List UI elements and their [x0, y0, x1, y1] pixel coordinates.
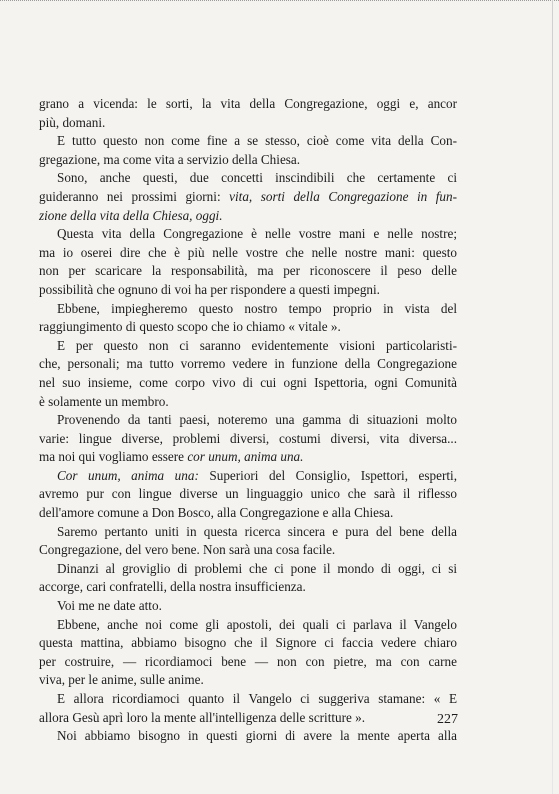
text-line [39, 578, 457, 597]
text-line [39, 653, 457, 672]
text-line [39, 318, 457, 337]
text-run: allora Gesù aprì loro la mente all'intelligenza delle scritture ». [39, 709, 366, 725]
text-line [39, 355, 457, 374]
text-line [39, 560, 457, 579]
text-line [39, 504, 457, 523]
text-line [39, 541, 457, 560]
text-line [39, 169, 457, 188]
text-run: ma noi qui vogliamo essere [39, 449, 188, 465]
text-run: Superiori del Consiglio, Ispettori, esperti, [198, 467, 457, 483]
text-line [39, 393, 457, 412]
page-right-edge [552, 0, 553, 794]
text-line [39, 467, 457, 486]
text-run: dell'amore comune a Don Bosco, alla Congregazione e alla Chiesa. [39, 505, 394, 521]
text-run: Saremo pertanto uniti in questa ricerca sincera e pura del bene della [57, 523, 457, 539]
text-run: Sono, anche questi, due concetti inscindibili che certamente ci [57, 170, 457, 186]
text-run: questa mattina, abbiamo bisogno che il Signore ci faccia vedere chiaro [39, 635, 457, 651]
text-line [39, 430, 457, 449]
text-run: avremo pur con lingue diverse un linguaggio unico che sarà il riflesso [39, 486, 457, 502]
text-line [39, 485, 457, 504]
text-run: che, personali; ma tutto vorremo vedere in funzione della Congregazione [39, 356, 457, 372]
text-run: guideranno nei prossimi giorni: [39, 188, 230, 204]
text-run: non per scaricare la responsabilità, ma per riconoscere il peso delle [39, 263, 457, 279]
page-number: 227 [437, 712, 458, 727]
text-run: per costruire, — ricordiamoci bene — non con pietre, ma con carne [39, 653, 457, 669]
text-run: nel suo insieme, come corpo vivo di cui ogni Ispettoria, ogni Comunità [39, 374, 457, 390]
text-run: Voi me ne date atto. [57, 598, 162, 614]
text-line [39, 225, 457, 244]
italic-text: zione della vita della Chiesa, oggi. [39, 207, 223, 223]
text-line [39, 597, 457, 616]
text-line [39, 132, 457, 151]
text-run: E per questo non ci saranno evidentemente visioni particolaristi- [57, 337, 457, 353]
text-run: grano a vicenda: le sorti, la vita della Congregazione, oggi e, ancor [39, 96, 457, 111]
body-text [39, 95, 457, 746]
text-line [39, 709, 457, 728]
italic-text: cor unum, anima una. [187, 449, 304, 465]
text-line [39, 448, 457, 467]
text-run: è solamente un membro. [39, 393, 169, 409]
text-line [39, 262, 457, 281]
text-line [39, 151, 457, 170]
text-line [39, 207, 457, 226]
page-top-edge [0, 0, 559, 11]
text-line [39, 188, 457, 207]
text-run: possibilità che ognuno di voi ha per rispondere a questi impegni. [39, 281, 380, 297]
text-run: ma io oserei dire che è più nelle vostre che nelle nostre mani: questo [39, 244, 457, 260]
text-run: Dinanzi al groviglio di problemi che ci pone il mondo di oggi, ci si [57, 560, 457, 576]
text-line [39, 727, 457, 746]
text-run: accorge, cari confratelli, della nostra insufficienza. [39, 579, 306, 595]
text-run: varie: lingue diverse, problemi diversi, costumi diversi, vita diversa... [39, 430, 457, 446]
text-run: Questa vita della Congregazione è nelle vostre mani e nelle nostre; [57, 226, 457, 242]
text-run: Congregazione, del vero bene. Non sarà una cosa facile. [39, 542, 336, 558]
text-run: E allora ricordiamoci quanto il Vangelo ci suggeriva stamane: « E [57, 691, 457, 706]
text-run: Ebbene, impiegheremo questo nostro tempo proprio in vista del [57, 300, 457, 316]
text-line [39, 300, 457, 319]
text-run: Noi abbiamo bisogno in questi giorni di avere la mente aperta alla [57, 728, 457, 744]
text-line [39, 690, 457, 709]
text-run: raggiungimento di questo scopo che io chiamo « vitale ». [39, 319, 341, 335]
text-line [39, 114, 457, 133]
text-line [39, 671, 457, 690]
text-line [39, 523, 457, 542]
text-run: gregazione, ma come vita a servizio della Chiesa. [39, 151, 301, 167]
italic-text: Cor unum, anima una: [57, 467, 199, 483]
text-run: E tutto questo non come fine a se stesso, cioè come vita della Con- [57, 133, 457, 149]
text-run: più, domani. [39, 114, 106, 130]
text-line [39, 244, 457, 263]
text-line [39, 634, 457, 653]
italic-text: vita, sorti della Congregazione in fun- [229, 188, 457, 204]
text-line [39, 616, 457, 635]
text-run: Ebbene, anche noi come gli apostoli, dei quali ci parlava il Vangelo [57, 616, 457, 632]
text-line [39, 374, 457, 393]
text-line [39, 337, 457, 356]
text-line [39, 95, 457, 114]
text-run: Provenendo da tanti paesi, noteremo una gamma di situazioni molto [57, 412, 457, 428]
text-line [39, 281, 457, 300]
text-run: viva, per le anime, sulle anime. [39, 672, 204, 688]
text-line [39, 411, 457, 430]
